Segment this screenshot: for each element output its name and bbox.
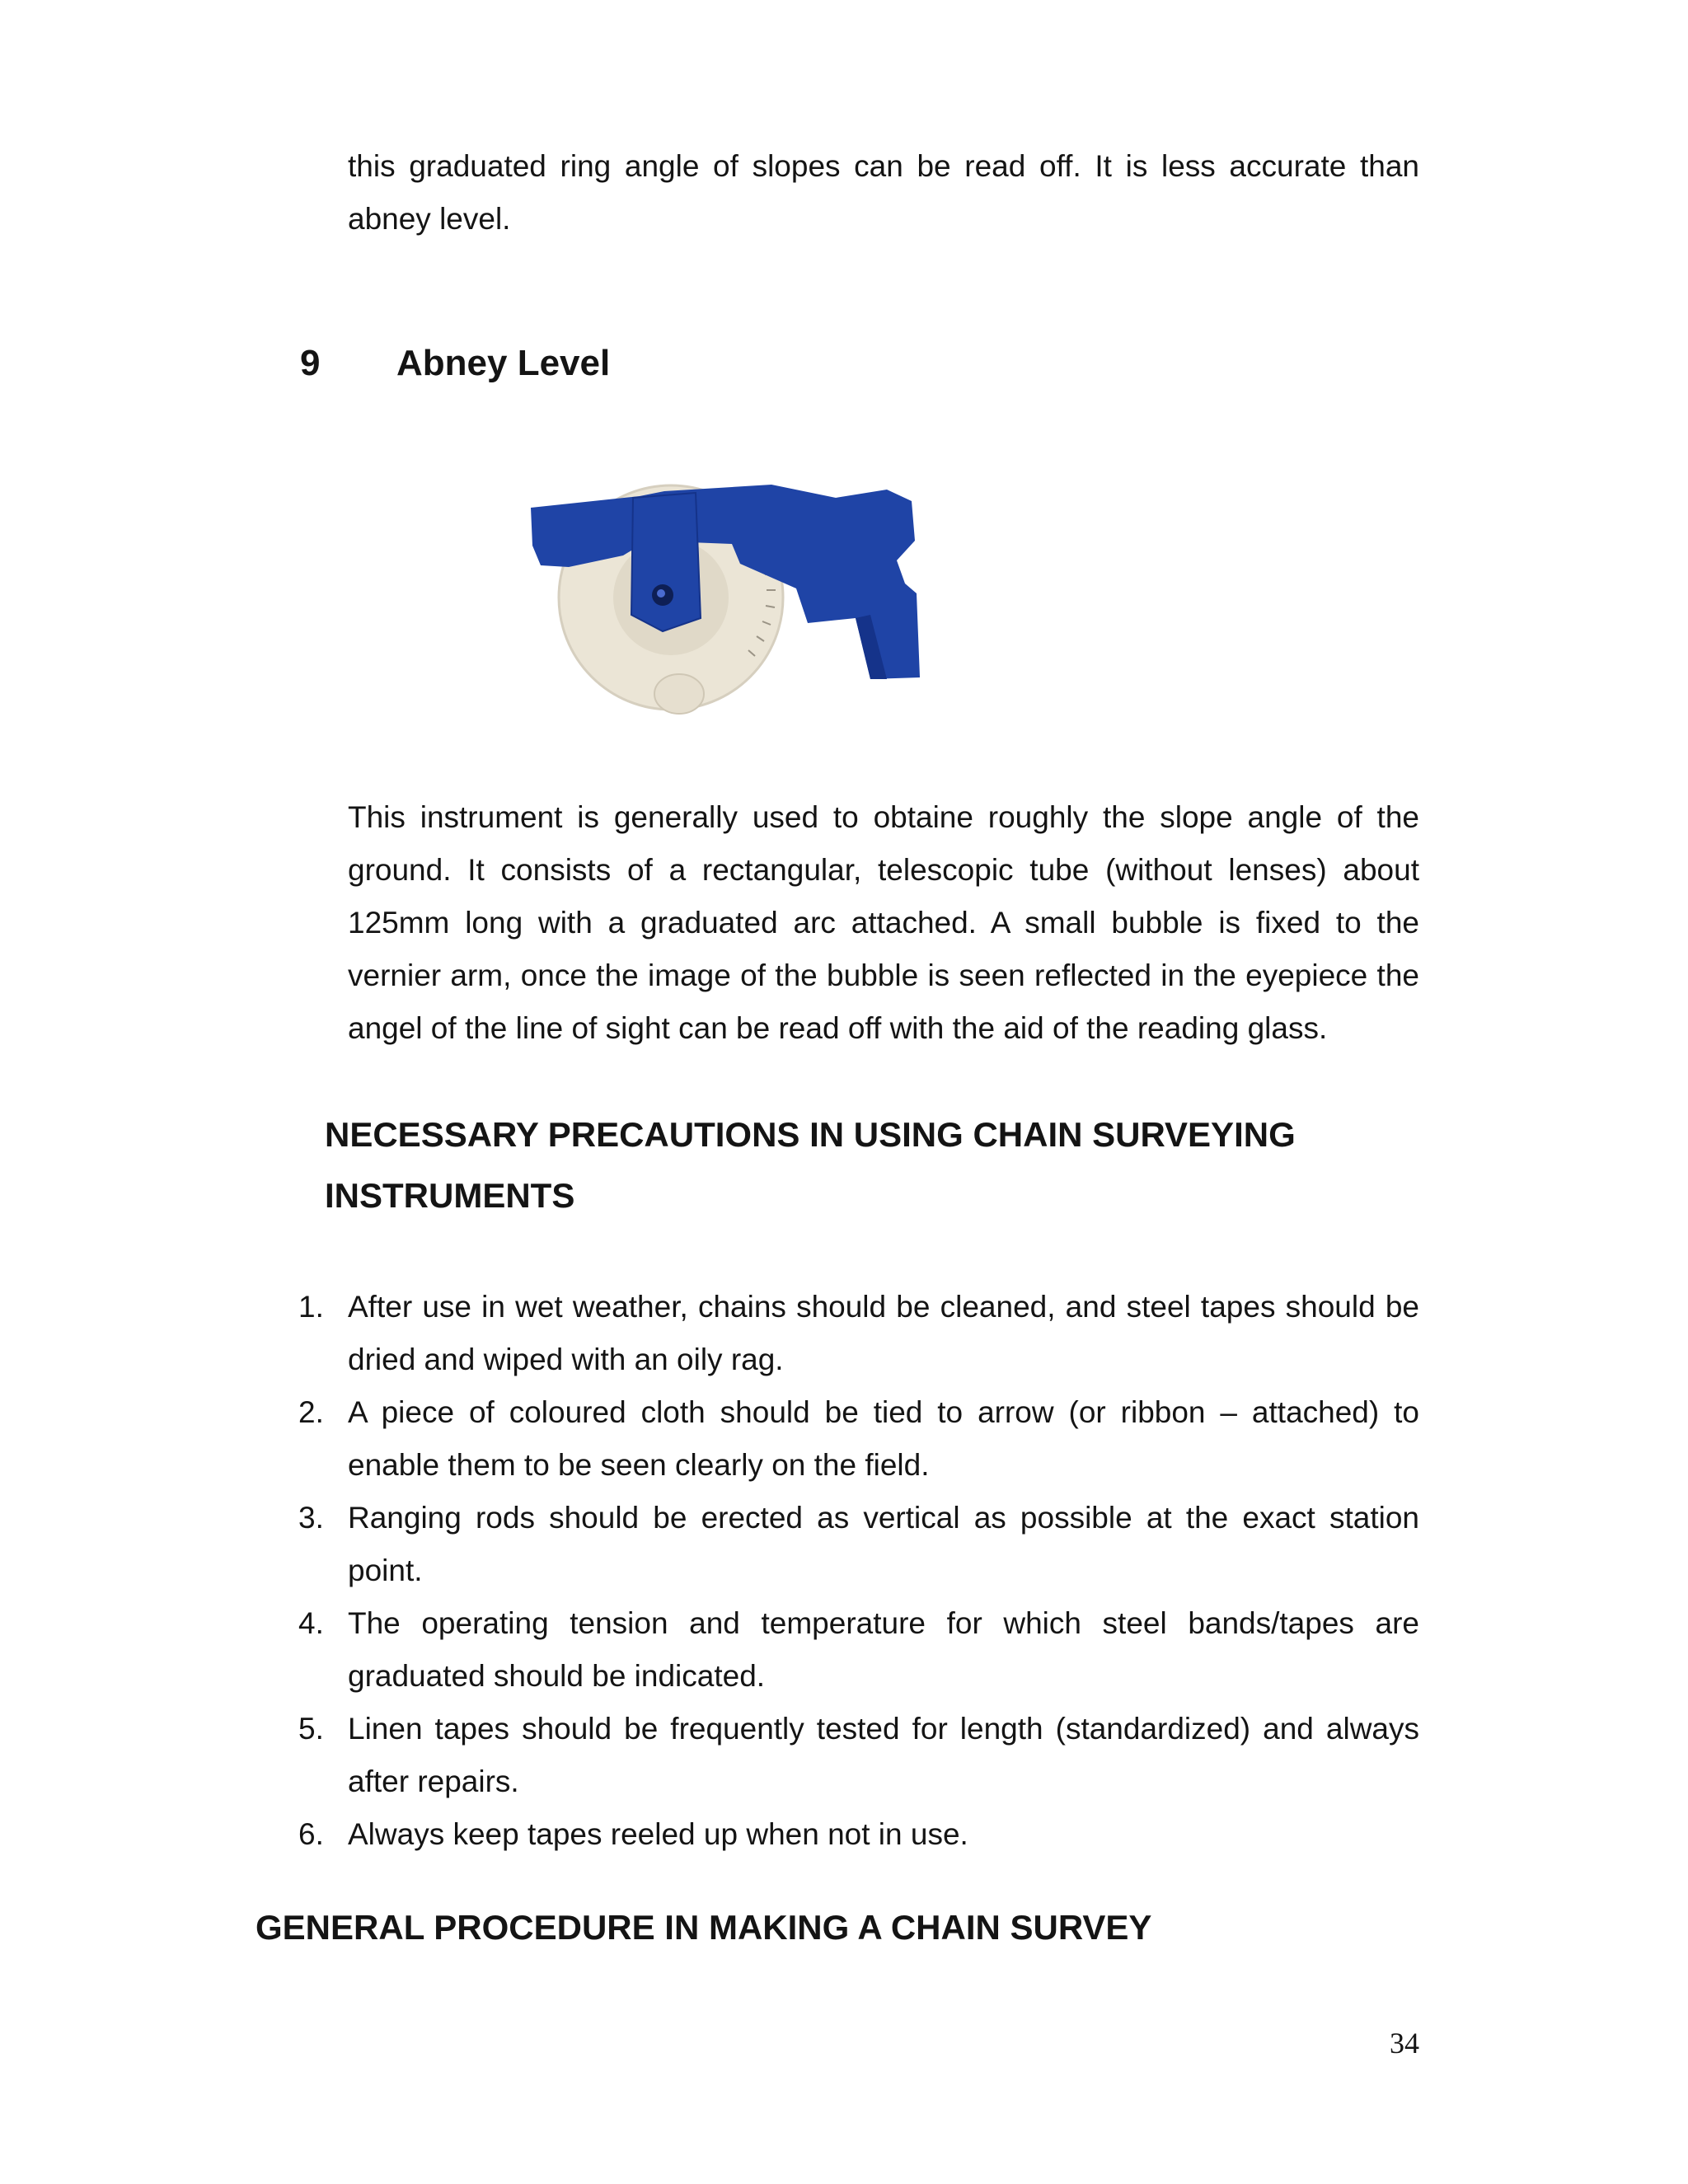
adjust-knob (654, 674, 704, 714)
precautions-list (298, 1281, 1419, 1861)
abney-level-instrument-icon (524, 462, 953, 725)
list-item: 5. Linen tapes should be frequently tested for length (standardized) and always after repairs. (298, 1712, 1419, 1798)
vernier-arm (631, 493, 701, 631)
intro-paragraph: this graduated ring angle of slopes can be read off. It is less accurate than abney level. (348, 149, 1419, 236)
section-number: 9 (300, 343, 321, 383)
section-title: Abney Level (396, 343, 611, 383)
list-item: 2. A piece of coloured cloth should be tied to arrow (or ribbon – attached) to enable them to be seen clearly on the field. (298, 1395, 1419, 1482)
description-paragraph: This instrument is generally used to obtaine roughly the slope angle of the ground. It consists of a rectangular, telescopic tube (without lenses) about 125mm long with a graduated arc attached. A small bubble is fixed to the vernier arm, once the image of the bubble is seen reflected in the eyepiece the angel of the line of sight can be read off with the aid of the reading glass. (348, 800, 1419, 1045)
procedure-heading: GENERAL PROCEDURE IN MAKING A CHAIN SURVEY (256, 1908, 1152, 1947)
list-item: 4. The operating tension and temperature for which steel bands/tapes are graduated should be indicated. (298, 1606, 1419, 1693)
precautions-heading (325, 1104, 1296, 1226)
list-item: 3. Ranging rods should be erected as vertical as possible at the exact station point. (298, 1501, 1419, 1587)
list-item: 6. Always keep tapes reeled up when not in use. (298, 1817, 968, 1851)
precautions-heading-line1: NECESSARY PRECAUTIONS IN USING CHAIN SURVEYING (325, 1115, 1296, 1154)
abney-level-figure (524, 462, 953, 725)
page-number: 34 (1390, 2027, 1419, 2060)
section-heading (300, 336, 610, 391)
precautions-heading-line2: INSTRUMENTS (325, 1176, 575, 1215)
list-item: 1. After use in wet weather, chains should be cleaned, and steel tapes should be dried and wiped with an oily rag. (298, 1290, 1419, 1376)
